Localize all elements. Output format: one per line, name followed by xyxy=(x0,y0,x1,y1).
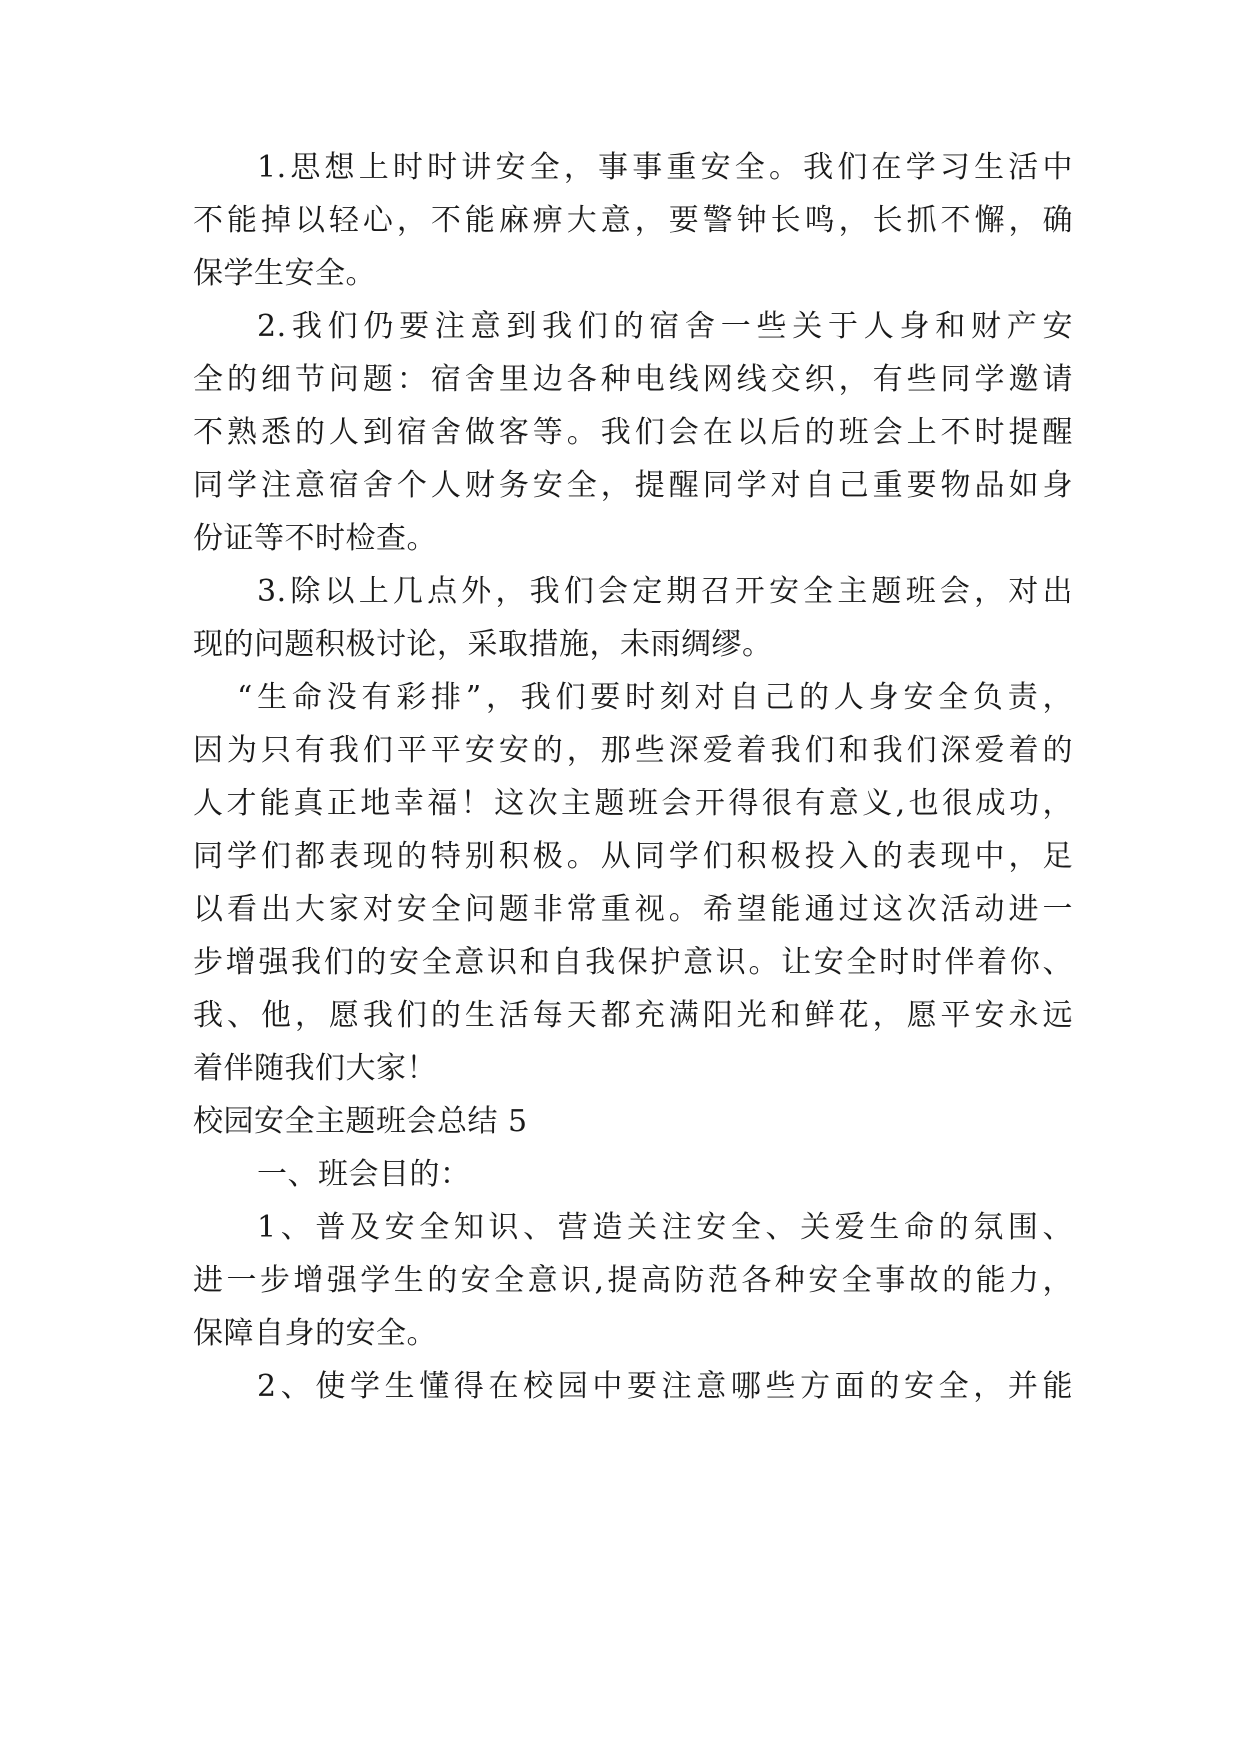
paragraph-line: 同学注意宿舍个人财务安全，提醒同学对自己重要物品如身 xyxy=(193,468,1073,503)
paragraph-line: 2.我们仍要注意到我们的宿舍一些关于人身和财产安 xyxy=(257,309,1073,344)
paragraph-line: 同学们都表现的特别积极。从同学们积极投入的表现中，足 xyxy=(193,839,1073,874)
paragraph-line: 以看出大家对安全问题非常重视。希望能通过这次活动进一 xyxy=(193,892,1073,927)
paragraph-line: 全的细节问题：宿舍里边各种电线网线交织，有些同学邀请 xyxy=(193,362,1073,397)
paragraph-line: “生命没有彩排”，我们要时刻对自己的人身安全负责， xyxy=(237,680,1073,715)
section-heading: 校园安全主题班会总结 5 xyxy=(193,1104,528,1139)
subsection-heading: 一、班会目的： xyxy=(257,1157,471,1192)
paragraph-line: 我、他，愿我们的生活每天都充满阳光和鲜花，愿平安永远 xyxy=(193,998,1073,1033)
paragraph-line: 进一步增强学生的安全意识,提高防范各种安全事故的能力， xyxy=(193,1263,1073,1298)
paragraph-line: 因为只有我们平平安安的，那些深爱着我们和我们深爱着的 xyxy=(193,733,1073,768)
paragraph-line: 3.除以上几点外，我们会定期召开安全主题班会，对出 xyxy=(257,574,1073,609)
paragraph-line: 1.思想上时时讲安全，事事重安全。我们在学习生活中 xyxy=(257,150,1073,185)
paragraph-line: 保障自身的安全。 xyxy=(193,1316,437,1351)
paragraph-line: 人才能真正地幸福！这次主题班会开得很有意义,也很成功， xyxy=(193,786,1073,821)
paragraph-line: 保学生安全。 xyxy=(193,256,376,291)
paragraph-line: 2、使学生懂得在校园中要注意哪些方面的安全，并能 xyxy=(257,1369,1073,1404)
paragraph-line: 步增强我们的安全意识和自我保护意识。让安全时时伴着你、 xyxy=(193,945,1073,980)
paragraph-line: 着伴随我们大家！ xyxy=(193,1051,437,1086)
paragraph-line: 不熟悉的人到宿舍做客等。我们会在以后的班会上不时提醒 xyxy=(193,415,1073,450)
paragraph-line: 现的问题积极讨论，采取措施，未雨绸缪。 xyxy=(193,627,773,662)
paragraph-line: 1、普及安全知识、营造关注安全、关爱生命的氛围、 xyxy=(257,1210,1073,1245)
paragraph-line: 份证等不时检查。 xyxy=(193,521,437,556)
paragraph-line: 不能掉以轻心，不能麻痹大意，要警钟长鸣，长抓不懈，确 xyxy=(193,203,1073,238)
